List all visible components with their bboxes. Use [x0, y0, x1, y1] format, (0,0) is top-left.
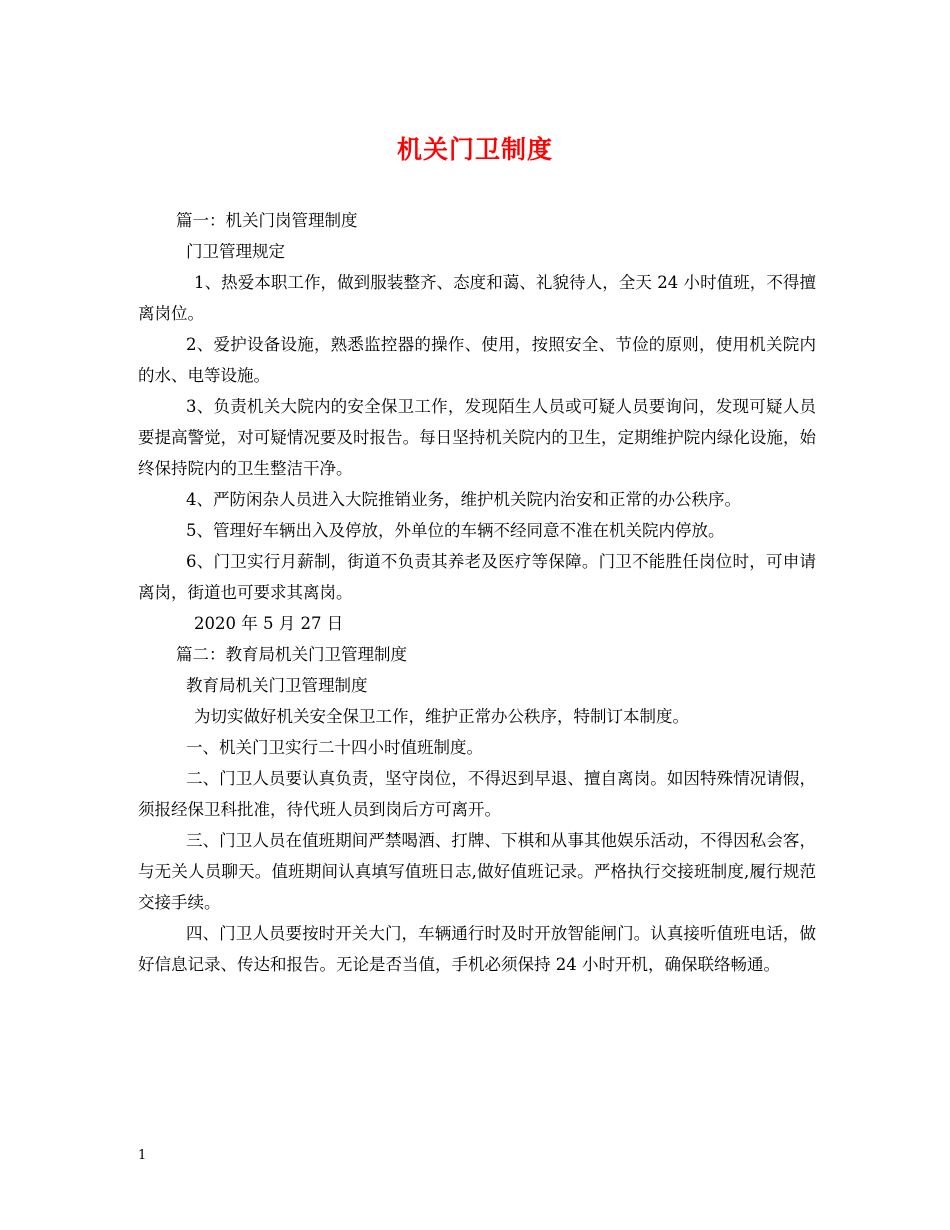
subheading-1: 门卫管理规定 — [186, 242, 285, 261]
date-line: 2020 年 5 月 27 日 — [194, 614, 344, 633]
paragraph: 3、负责机关大院内的安全保卫工作，发现陌生人员或可疑人员要询问，发现可疑人员要提高警觉，对可疑情况要及时报告。每日坚持机关院内的卫生，定期维护院内绿化设施，始终保持院内的卫生整洁干净。 — [138, 397, 816, 478]
paragraph: 6、门卫实行月薪制，街道不负责其养老及医疗等保障。门卫不能胜任岗位时，可申请离岗，街道也可要求其离岗。 — [138, 552, 816, 602]
document-body — [138, 205, 816, 980]
section-heading-1: 篇一：机关门岗管理制度 — [176, 211, 358, 230]
paragraph: 三、门卫人员在值班期间严禁喝酒、打牌、下棋和从事其他娱乐活动，不得因私会客，与无关人员聊天。值班期间认真填写值班日志,做好值班记录。严格执行交接班制度,履行规范交接手续。 — [138, 831, 816, 912]
paragraph: 为切实做好机关安全保卫工作，维护正常办公秩序，特制订本制度。 — [194, 707, 689, 726]
page-number: 1 — [138, 1148, 147, 1163]
paragraph: 5、管理好车辆出入及停放，外单位的车辆不经同意不准在机关院内停放。 — [186, 521, 725, 540]
section-heading-2: 篇二：教育局机关门卫管理制度 — [176, 645, 407, 664]
document-title: 机关门卫制度 — [396, 135, 553, 164]
paragraph: 二、门卫人员要认真负责，坚守岗位，不得迟到早退、擅自离岗。如因特殊情况请假，须报经保卫科批准，待代班人员到岗后方可离开。 — [138, 769, 816, 819]
paragraph: 四、门卫人员要按时开关大门，车辆通行时及时开放智能闸门。认真接听值班电话，做好信息记录、传达和报告。无论是否当值，手机必须保持 24 小时开机，确保联络畅通。 — [138, 924, 816, 974]
paragraph: 一、机关门卫实行二十四小时值班制度。 — [186, 738, 483, 757]
paragraph: 4、严防闲杂人员进入大院推销业务，维护机关院内治安和正常的办公秩序。 — [186, 490, 741, 509]
paragraph: 2、爱护设备设施，熟悉监控器的操作、使用，按照安全、节俭的原则，使用机关院内的水、电等设施。 — [138, 335, 816, 385]
subheading-2: 教育局机关门卫管理制度 — [186, 676, 368, 695]
paragraph: 1、热爱本职工作，做到服装整齐、态度和蔼、礼貌待人，全天 24 小时值班，不得擅离岗位。 — [138, 273, 816, 323]
